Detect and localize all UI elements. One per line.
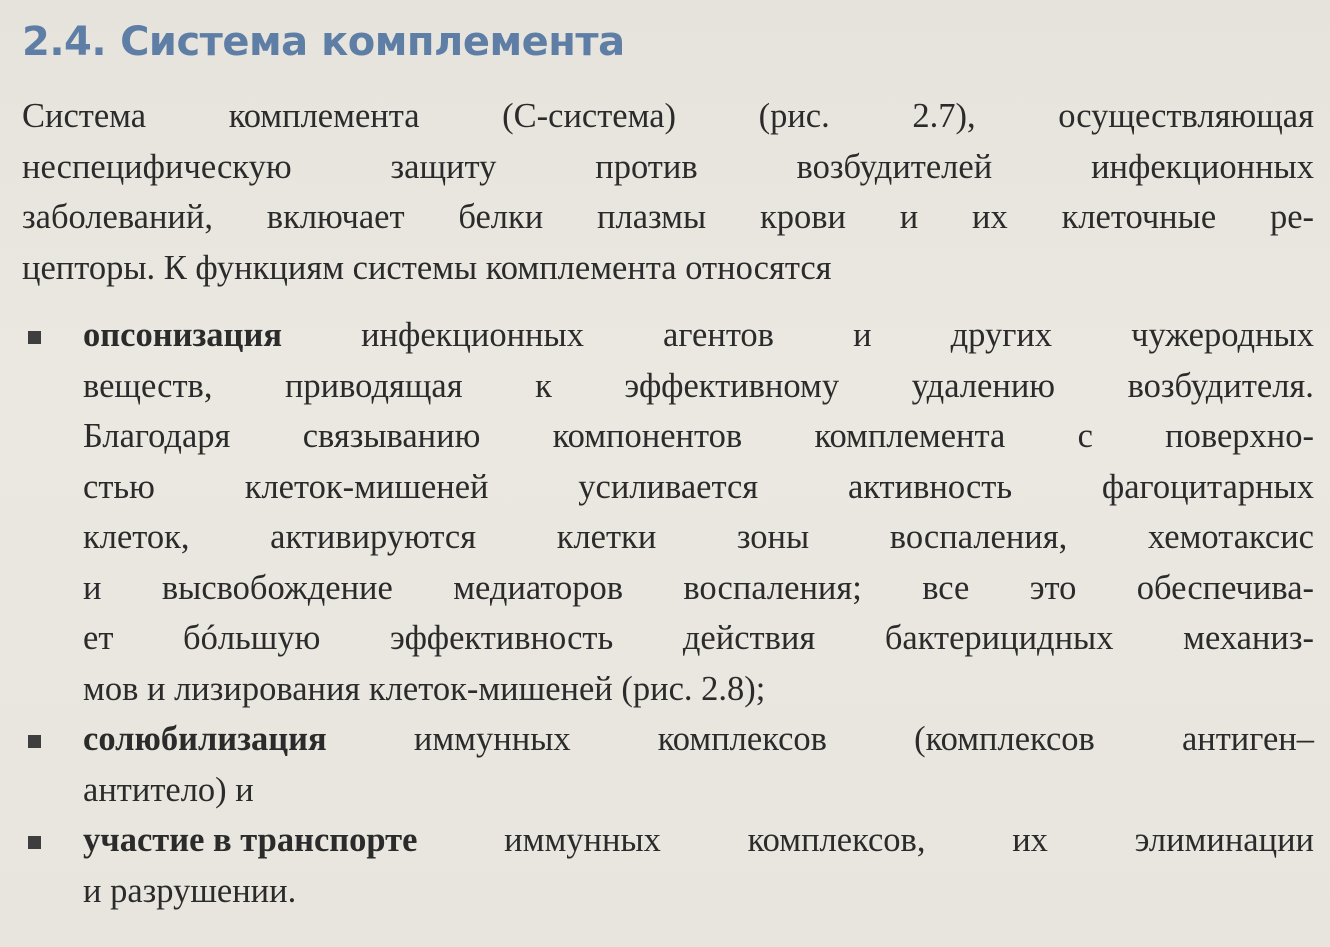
word: все	[922, 568, 970, 607]
word: компонентов	[552, 417, 743, 455]
text-line	[83, 361, 1314, 412]
text-line: мов и лизирования клеток-мишеней (рис. 2.8);	[83, 669, 766, 708]
word: антиген–	[1181, 720, 1314, 758]
function-list	[22, 310, 1314, 916]
word: крови	[759, 198, 846, 236]
text-line	[83, 310, 1314, 361]
word: (С-система)	[502, 97, 677, 135]
text-line	[83, 512, 1314, 563]
word: иммунных	[504, 821, 661, 859]
word: возбудителя.	[1127, 366, 1314, 405]
word: против	[595, 147, 698, 186]
word: чужеродных	[1131, 316, 1314, 354]
word: с	[1077, 417, 1093, 455]
word: (рис.	[758, 97, 830, 135]
text-line	[83, 714, 1314, 765]
text-line	[83, 613, 1314, 664]
word: включает	[266, 198, 405, 236]
word: активность	[847, 467, 1013, 506]
section-number: 2.4.	[22, 19, 107, 65]
word: элиминации	[1134, 821, 1314, 859]
word: воспаления;	[683, 568, 862, 607]
word: осуществляющая	[1058, 97, 1314, 135]
word: медиаторов	[453, 568, 623, 607]
word: эффективность	[389, 619, 614, 657]
word: приводящая	[284, 366, 463, 405]
list-item-term: солюбилизация	[83, 720, 327, 758]
word: высвобождение	[161, 568, 393, 607]
text-line: и разрушении.	[83, 871, 297, 910]
text-line	[22, 142, 1314, 193]
section-heading	[22, 14, 625, 70]
word: стью	[83, 467, 155, 506]
list-item-term: опсонизация	[83, 316, 282, 354]
word: неспецифическую	[22, 147, 292, 186]
word: связыванию	[302, 417, 481, 455]
word: механиз-	[1183, 619, 1314, 657]
list-item	[22, 714, 1314, 815]
word: их	[1012, 821, 1048, 859]
word: и	[83, 568, 102, 607]
word: действия	[682, 619, 816, 657]
word: агентов	[663, 316, 774, 354]
word: удалению	[911, 366, 1056, 405]
word: клеток-мишеней	[244, 467, 489, 506]
word: ре-	[1269, 198, 1314, 236]
word: заболеваний,	[22, 198, 213, 236]
text-line	[83, 815, 1314, 866]
word: клеточные	[1061, 198, 1217, 236]
word: обеспечива-	[1136, 568, 1314, 607]
word: инфекционных	[1091, 147, 1314, 186]
word: других	[950, 316, 1053, 354]
word: клеток,	[83, 518, 190, 556]
word: плазмы	[597, 198, 707, 236]
bullet-square-icon	[28, 331, 41, 344]
word: клетки	[556, 518, 657, 556]
word: защиту	[390, 147, 497, 186]
word: инфекционных	[361, 316, 584, 354]
word: бóльшую	[183, 619, 321, 657]
text-line: цепторы. К функциям системы комплемента относятся	[22, 248, 832, 287]
word: иммунных	[413, 720, 571, 758]
word: зоны	[736, 518, 810, 556]
word: хемотаксис	[1147, 518, 1314, 556]
word: эффективному	[624, 366, 840, 405]
section-title: Система комплемента	[120, 19, 625, 65]
word: Благодаря	[83, 417, 231, 455]
word: их	[972, 198, 1008, 236]
text-line	[22, 91, 1314, 142]
word: комплексов,	[747, 821, 926, 859]
word: и	[899, 198, 919, 236]
list-item-term: участие в транспорте	[83, 821, 418, 859]
word: (комплексов	[914, 720, 1095, 758]
word: поверхно-	[1165, 417, 1314, 455]
word: активируются	[270, 518, 477, 556]
word: комплемента	[228, 97, 420, 135]
word: к	[535, 366, 552, 405]
text-line	[83, 563, 1314, 614]
word: 2.7),	[912, 97, 976, 135]
word: усиливается	[578, 467, 759, 506]
word: белки	[458, 198, 544, 236]
word: ет	[83, 619, 114, 657]
list-item	[22, 310, 1314, 714]
text-line	[22, 192, 1314, 243]
word: комплексов	[657, 720, 827, 758]
word: воспаления,	[889, 518, 1068, 556]
word: это	[1029, 568, 1077, 607]
word: бактерицидных	[884, 619, 1114, 657]
word: веществ,	[83, 366, 213, 405]
word: возбудителей	[796, 147, 993, 186]
word: фагоцитарных	[1101, 467, 1314, 506]
list-item	[22, 815, 1314, 916]
word: и	[853, 316, 872, 354]
text-line	[83, 462, 1314, 513]
word: Система	[22, 97, 147, 135]
text-line: антитело) и	[83, 770, 254, 809]
bullet-square-icon	[28, 735, 41, 748]
word: комплемента	[814, 417, 1006, 455]
text-line	[83, 411, 1314, 462]
bullet-square-icon	[28, 836, 41, 849]
intro-paragraph	[22, 91, 1314, 293]
